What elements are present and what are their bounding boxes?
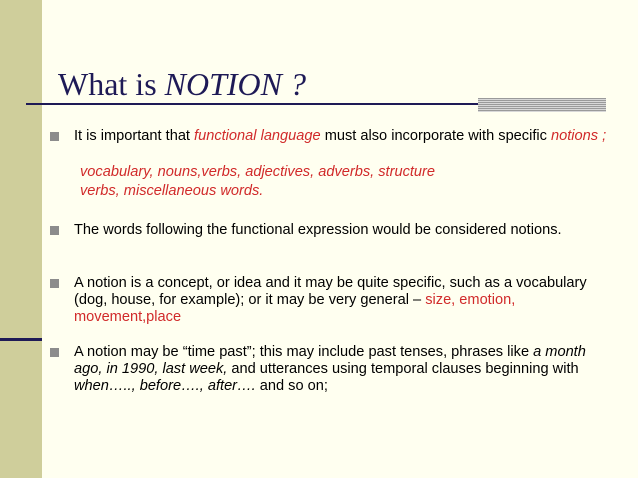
side-accent-bar — [0, 0, 42, 478]
bullet-4-part-1: A notion may be “time past”; this may include past tenses, phrases like — [74, 344, 534, 360]
title-stripe-decoration — [478, 98, 606, 112]
slide-title — [58, 64, 306, 104]
side-accent-marker — [0, 338, 42, 341]
bullet-1-post: must also incorporate with specific — [320, 128, 551, 144]
bullet-1-text — [74, 128, 614, 145]
bullet-3-highlight: size, emotion, movement,place — [74, 292, 516, 325]
bullet-4-italic-2: when….., before…., after…. — [74, 378, 256, 394]
bullet-4-part-3: and so on; — [255, 378, 328, 394]
sub-line-2: verbs, miscellaneous words. — [80, 183, 264, 199]
bullet-4-italic-1: a month ago, in 1990, last week, — [74, 344, 586, 377]
square-bullet-icon — [50, 348, 59, 357]
bullet-1-highlight: functional language — [194, 128, 321, 144]
square-bullet-icon — [50, 279, 59, 288]
bullet-1-tail: notions ; — [551, 128, 607, 144]
sub-line-1: vocabulary, nouns,verbs, adjectives, adverbs, structure — [80, 164, 436, 180]
bullet-4-text — [74, 344, 614, 395]
bullet-3-text — [74, 275, 614, 326]
bullet-2-text: The words following the functional expression would be considered notions. — [74, 222, 562, 238]
title-lead: What is — [58, 66, 165, 102]
square-bullet-icon — [50, 226, 59, 235]
bullet-1-pre: It is important that — [74, 128, 195, 144]
bullet-4-part-2: and utterances using temporal clauses beginning with — [227, 361, 579, 377]
title-emphasis: NOTION ? — [164, 66, 306, 102]
bullet-3-body: A notion is a concept, or idea and it may be quite specific, such as a vocabulary (dog, house, for example); or it may be very general – — [74, 275, 587, 308]
square-bullet-icon — [50, 132, 59, 141]
